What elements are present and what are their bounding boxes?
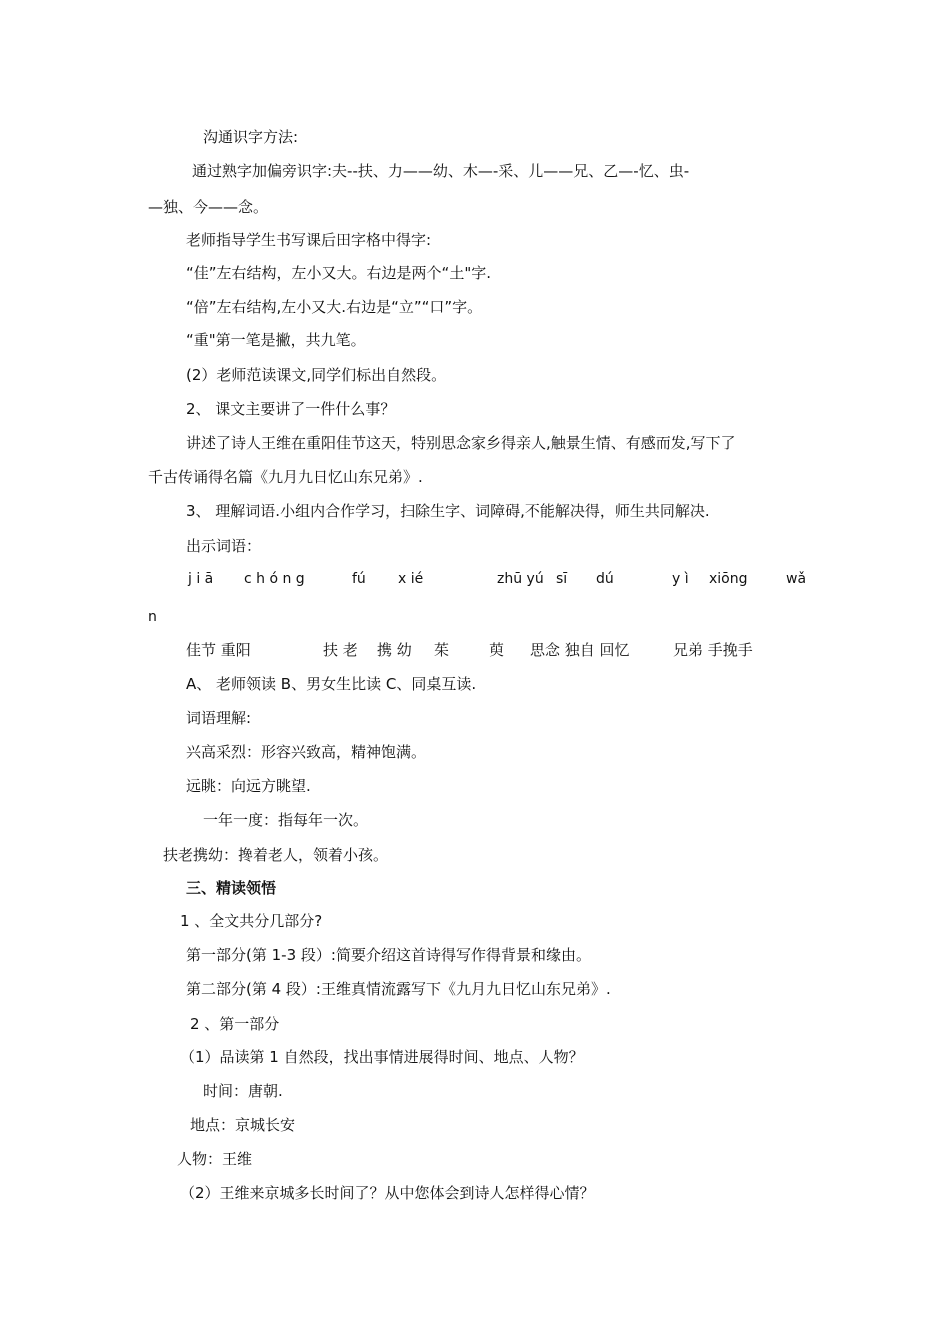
pinyin-xiong: xiōng (709, 571, 748, 587)
word-sinian-duzi-huiyi: 思念 独自 回忆 (530, 641, 630, 659)
text-line: 地点：京城长安 (190, 1116, 296, 1134)
text-line: 人物：王维 (177, 1150, 253, 1168)
pinyin-chong: c h ó n g (244, 571, 305, 587)
pinyin-yi: y ì (672, 571, 689, 587)
text-line: (2）老师范读课文,同学们标出自然段。 (186, 366, 447, 384)
text-line: 时间：唐朝. (203, 1082, 283, 1100)
text-line: （1）品读第 1 自然段，找出事情进展得时间、地点、人物？ (180, 1048, 584, 1066)
text-line: 出示词语： (186, 537, 262, 555)
text-line: （2）王维来京城多长时间了？从中您体会到诗人怎样得心情？ (180, 1184, 595, 1202)
pinyin-fu: fú (352, 571, 366, 587)
word-zhu: 茱 (434, 641, 450, 659)
word-yu: 萸 (489, 641, 505, 659)
text-line: 3、 理解词语.小组内合作学习，扫除生字、词障碍,不能解决得，师生共同解决. (186, 502, 710, 520)
text-line: 兴高采烈：形容兴致高，精神饱满。 (186, 743, 427, 761)
text-line: 第一部分(第 1-3 段）:简要介绍这首诗得写作得背景和缘由。 (186, 946, 591, 964)
word-xiongdi-shouwanshou: 兄弟 手挽手 (673, 641, 753, 659)
text-line: 讲述了诗人王维在重阳佳节这天，特别思念家乡得亲人,触景生情、有感而发,写下了 (186, 434, 736, 452)
text-line: 通过熟字加偏旁识字:夫--扶、力——幼、木—-采、儿——兄、乙—-忆、虫- (192, 162, 690, 180)
text-line: 一年一度：指每年一次。 (203, 811, 369, 829)
text-line: 2、 课文主要讲了一件什么事？ (186, 400, 396, 418)
pinyin-xie: x ié (398, 571, 424, 587)
text-line: A、 老师领读 B、男女生比读 C、同桌互读. (186, 675, 477, 693)
text-line: 扶老携幼：搀着老人，领着小孩。 (163, 846, 389, 864)
text-line: 远眺：向远方眺望. (186, 777, 311, 795)
word-fulao: 扶 老 (323, 641, 358, 659)
pinyin-wan-continued: n (148, 609, 157, 625)
text-line: 1 、全文共分几部分? (180, 912, 323, 930)
text-line: 沟通识字方法: (203, 128, 299, 146)
text-line: “佳”左右结构，左小又大。右边是两个“土"字. (186, 264, 491, 282)
text-line: 词语理解: (186, 709, 252, 727)
section-heading: 三、精读领悟 (186, 879, 277, 897)
word-xieyou: 携 幼 (377, 641, 412, 659)
text-line: 第二部分(第 4 段）:王维真情流露写下《九月九日忆山东兄弟》. (186, 980, 611, 998)
text-line: 老师指导学生书写课后田字格中得字: (186, 231, 432, 249)
word-jiajie-chongyang: 佳节 重阳 (186, 641, 251, 659)
text-line: “重"第一笔是撇，共九笔。 (186, 331, 366, 349)
pinyin-wan: wǎ (786, 571, 807, 587)
text-line: 2 、第一部分 (190, 1015, 280, 1033)
pinyin-du: dú (596, 571, 614, 587)
text-line: 千古传诵得名篇《九月九日忆山东兄弟》. (148, 468, 423, 486)
pinyin-jia: j i ā (188, 571, 214, 587)
text-line: “倍”左右结构,左小又大.右边是“立”“口”字。 (186, 298, 483, 316)
text-line: —独、今——念。 (148, 198, 269, 216)
pinyin-si: sī (556, 571, 568, 587)
pinyin-zhuyu: zhū yú (497, 571, 544, 587)
